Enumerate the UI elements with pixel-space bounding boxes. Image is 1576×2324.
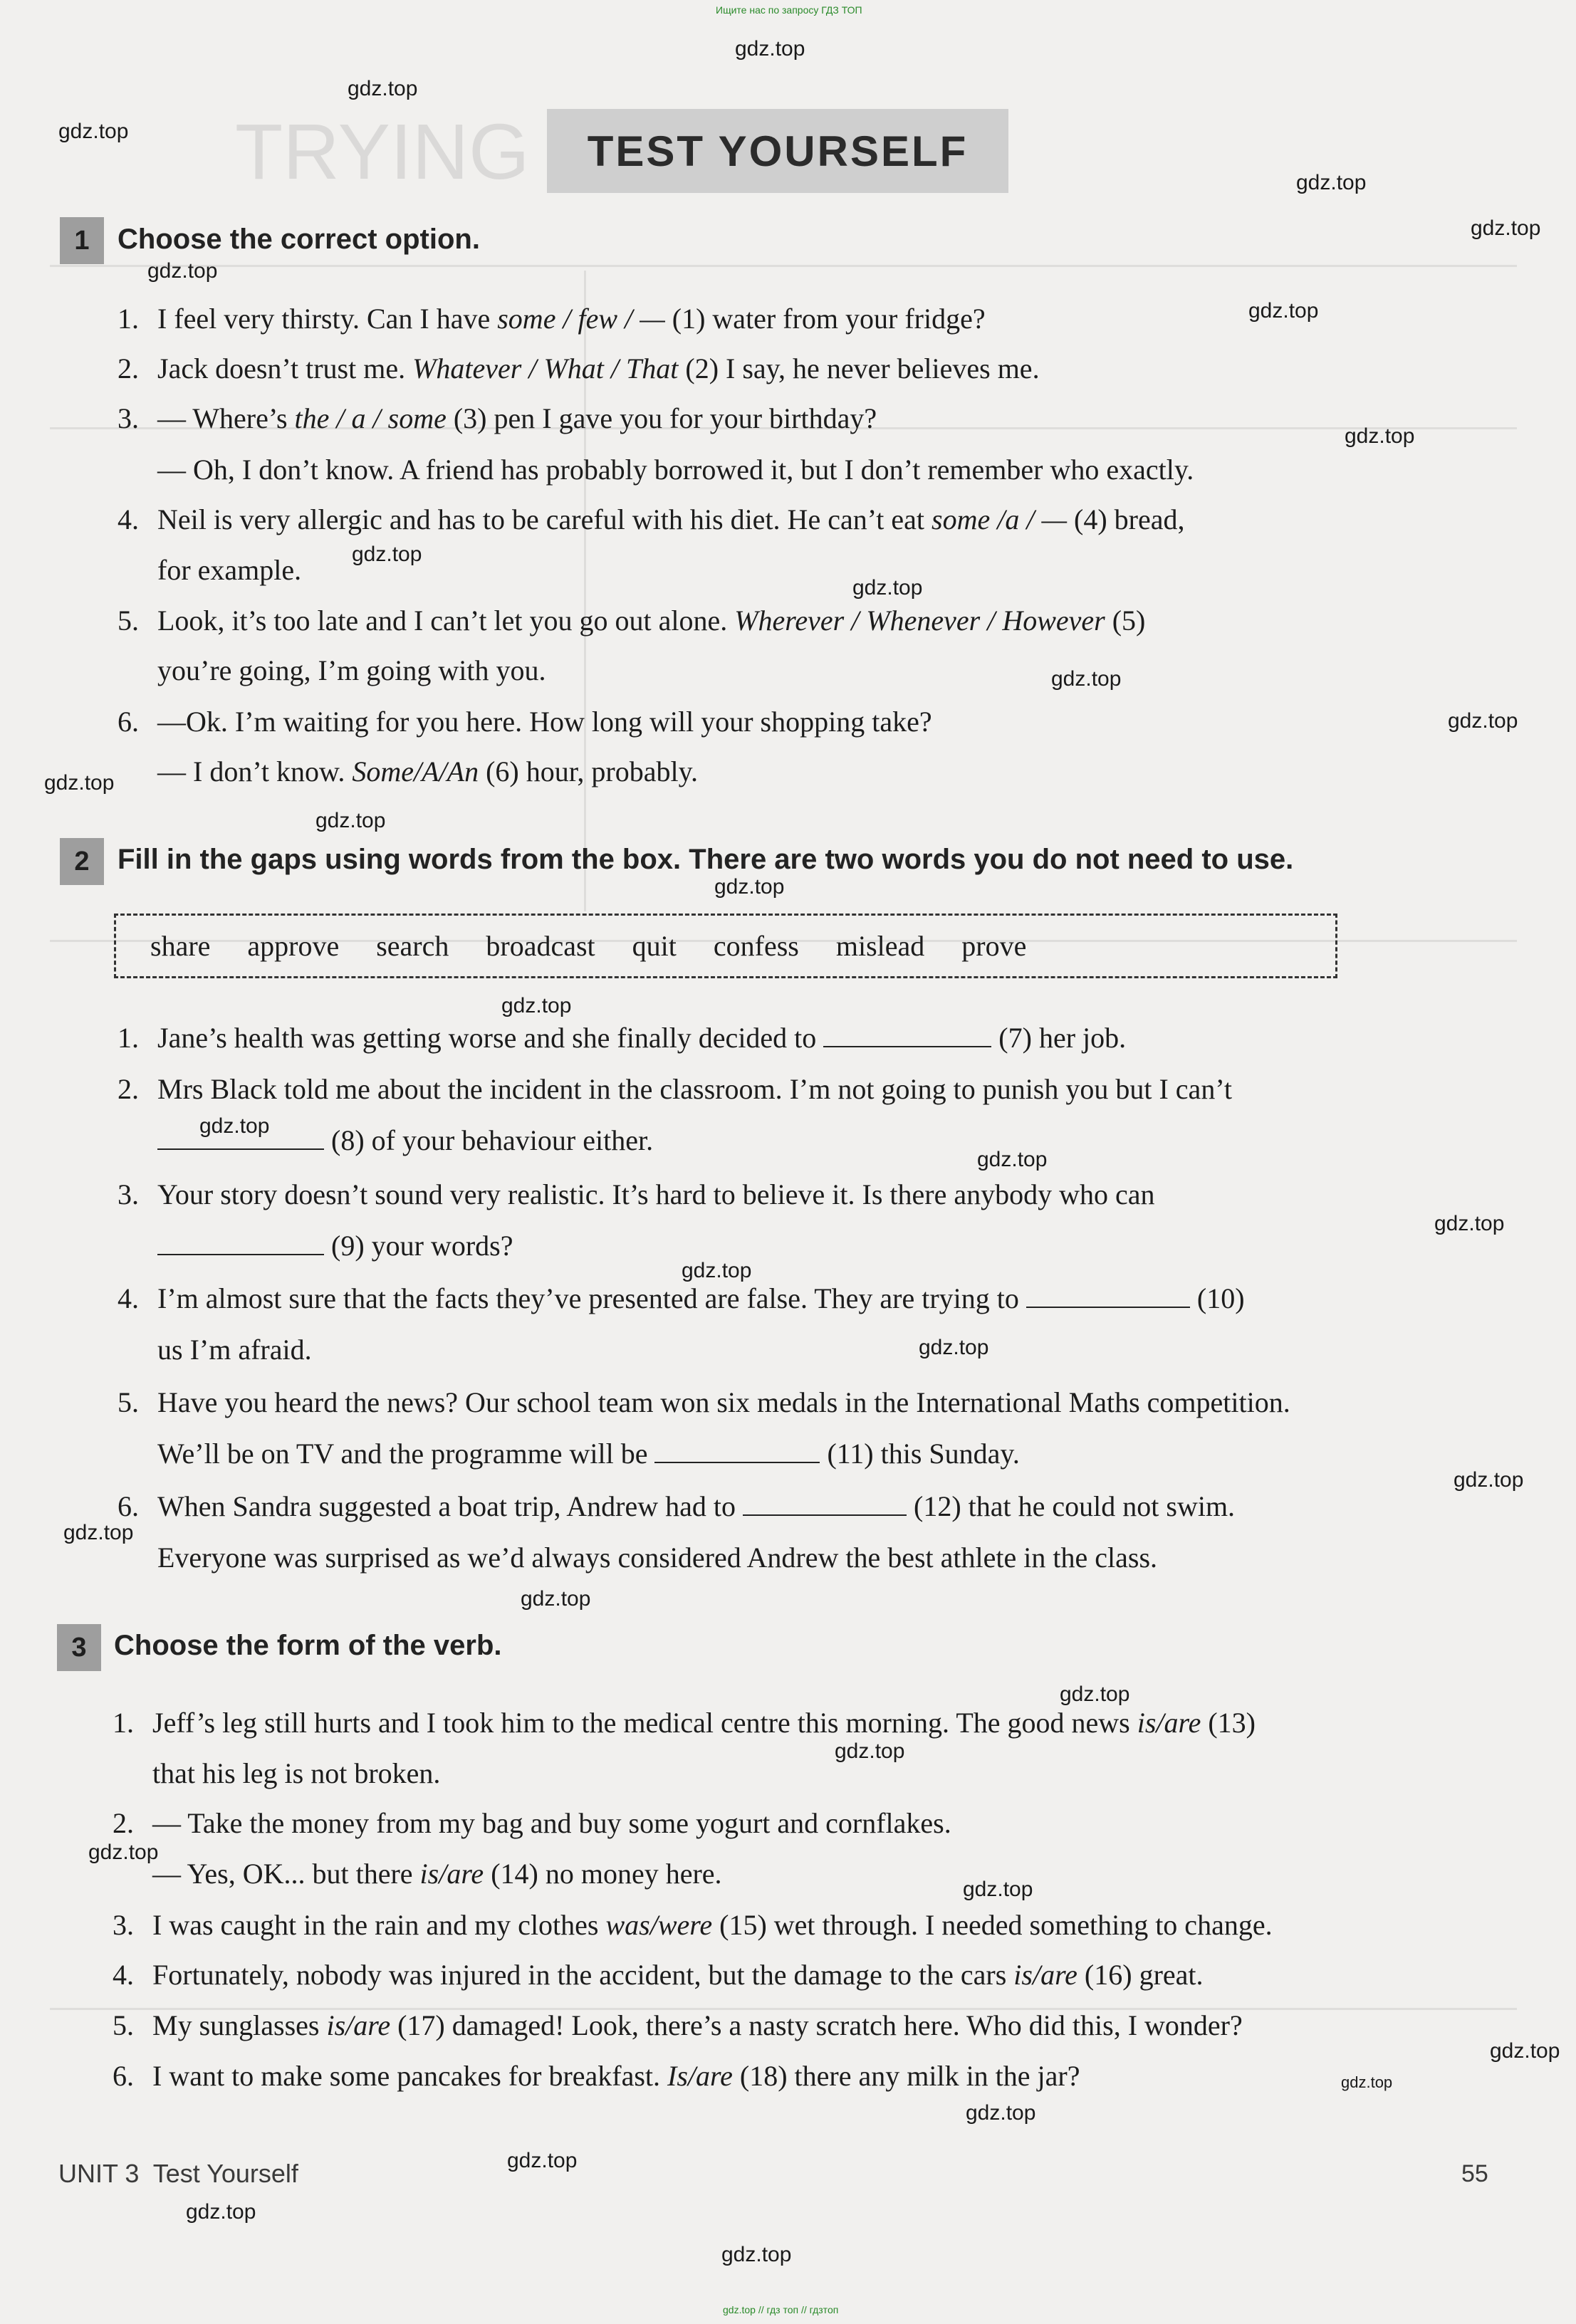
watermark: gdz.top [977,1148,1048,1171]
watermark: gdz.top [58,120,129,143]
answer-blank[interactable] [743,1490,907,1516]
exercise-item: 6. I want to make some pancakes for breakfast. Is/are (18) there any milk in the jar? [113,2060,1080,2092]
word-box-item: prove [961,930,1027,962]
exercise-item: 1. Jeff’s leg still hurts and I took him to the medical centre this morning. The good news is/are (13) [113,1707,1256,1739]
watermark: gdz.top [507,2149,578,2172]
exercise-item-continuation: — I don’t know. Some/A/An (6) hour, probably. [157,755,699,787]
watermark: gdz.top [852,576,923,600]
show-through-rule [50,265,1517,267]
watermark: gdz.top [735,37,805,61]
watermark: gdz.top [352,543,422,566]
word-box-item: quit [632,930,677,962]
watermark: gdz.top [835,1739,905,1763]
watermark-bottom: gdz.top // гдз топ // гдзтоп [723,2304,839,2315]
watermark: gdz.top [1434,1212,1505,1235]
answer-blank[interactable] [1026,1282,1190,1308]
word-box-item: share [150,930,211,962]
exercise-item: 4. Neil is very allergic and has to be careful with his diet. He can’t eat some /a / — (4) bread, [118,503,1185,535]
exercise-item: 6. When Sandra suggested a boat trip, Andrew had to (12) that he could not swim. [118,1490,1236,1522]
section-3-number: 3 [57,1624,101,1671]
watermark: gdz.top [1341,2073,1393,2091]
watermark-top: Ищите нас по запросу ГДЗ ТОП [716,4,862,16]
exercise-item: 5. Look, it’s too late and I can’t let you go out alone. Wherever / Whenever / However (5) [118,604,1146,637]
exercise-item-continuation: us I’m afraid. [157,1334,312,1366]
watermark: gdz.top [682,1259,752,1282]
exercise-item-continuation: (8) of your behaviour either. [118,1124,653,1158]
watermark: gdz.top [721,2243,792,2266]
section-1-number: 1 [60,217,104,264]
exercise-item: 2. Jack doesn’t trust me. Whatever / What / That (2) I say, he never believes me. [118,352,1040,384]
exercise-item-continuation: that his leg is not broken. [152,1757,441,1789]
answer-blank[interactable] [654,1438,820,1463]
exercise-item: 2. — Take the money from my bag and buy some yogurt and cornflakes. [113,1807,951,1839]
watermark: gdz.top [1471,216,1541,240]
watermark: gdz.top [1248,299,1319,323]
watermark: gdz.top [63,1521,134,1544]
watermark: gdz.top [1490,2039,1560,2063]
word-box-item: search [376,930,449,962]
watermark: gdz.top [1060,1682,1130,1706]
watermark: gdz.top [714,875,785,899]
watermark: gdz.top [1296,171,1367,194]
exercise-item-continuation: — Yes, OK... but there is/are (14) no money here. [152,1858,722,1890]
footer-unit-label: UNIT 3 Test Yourself [58,2159,298,2188]
answer-blank[interactable] [823,1022,991,1047]
exercise-item-continuation: We’ll be on TV and the programme will be (11) this Sunday. [157,1438,1020,1470]
watermark: gdz.top [88,1841,159,1864]
word-box-item: mislead [835,930,925,962]
exercise-item: 2. Mrs Black told me about the incident in the classroom. I’m not going to punish you but I can’t [118,1073,1233,1105]
watermark: gdz.top [521,1587,591,1611]
page-title: TEST YOURSELF [547,109,1008,193]
section-3-title: Choose the form of the verb. [114,1630,502,1661]
watermark: gdz.top [348,77,418,100]
watermark: gdz.top [315,809,386,832]
word-box-item: confess [713,930,799,962]
exercise-item: 4. I’m almost sure that the facts they’ve presented are false. They are trying to (10) [118,1282,1245,1314]
watermark: gdz.top [199,1114,270,1138]
exercise-item: 3. I was caught in the rain and my clothes was/were (15) wet through. I needed something to change. [113,1909,1273,1941]
section-2-number: 2 [60,838,104,885]
watermark: gdz.top [1454,1468,1524,1492]
exercise-item: 3. — Where’s the / a / some (3) pen I gave you for your birthday? [118,402,877,434]
section-1-title: Choose the correct option. [118,224,480,255]
show-through-heading: TRYING [235,108,530,196]
watermark: gdz.top [963,1878,1033,1901]
exercise-item-continuation: you’re going, I’m going with you. [157,654,546,686]
answer-blank[interactable] [157,1230,324,1255]
exercise-item: 4. Fortunately, nobody was injured in the accident, but the damage to the cars is/are (16) great. [113,1959,1204,1991]
watermark: gdz.top [1448,709,1518,733]
exercise-item-continuation: Everyone was surprised as we’d always considered Andrew the best athlete in the class. [157,1542,1158,1574]
watermark: gdz.top [147,259,218,283]
exercise-item: 1. I feel very thirsty. Can I have some / few / — (1) water from your fridge? [118,303,986,335]
watermark: gdz.top [1051,667,1122,691]
exercise-item-continuation: (9) your words? [118,1229,513,1263]
section-2-title: Fill in the gaps using words from the box. There are two words you do not need to use. [118,844,1294,875]
answer-blank[interactable] [157,1124,324,1150]
word-box-item: approve [247,930,340,962]
word-box [114,914,1337,978]
word-box-item: broadcast [486,930,595,962]
exercise-item: 6. —Ok. I’m waiting for you here. How long will your shopping take? [118,706,932,738]
watermark: gdz.top [919,1336,989,1359]
watermark: gdz.top [501,994,572,1017]
exercise-item: 3. Your story doesn’t sound very realistic. It’s hard to believe it. Is there anybody who can [118,1178,1155,1210]
exercise-item-continuation: — Oh, I don’t know. A friend has probably borrowed it, but I don’t remember who exactly. [157,454,1194,486]
page-number: 55 [1461,2160,1488,2187]
watermark: gdz.top [966,2101,1036,2125]
exercise-item: 1. Jane’s health was getting worse and she finally decided to (7) her job. [118,1022,1127,1054]
exercise-item-continuation: for example. [157,554,302,586]
watermark: gdz.top [186,2200,256,2224]
exercise-item: 5. Have you heard the news? Our school team won six medals in the International Maths competition. [118,1386,1290,1418]
exercise-item: 5. My sunglasses is/are (17) damaged! Look, there’s a nasty scratch here. Who did this, I wonder? [113,2009,1243,2041]
watermark: gdz.top [44,771,115,795]
watermark: gdz.top [1345,424,1415,448]
